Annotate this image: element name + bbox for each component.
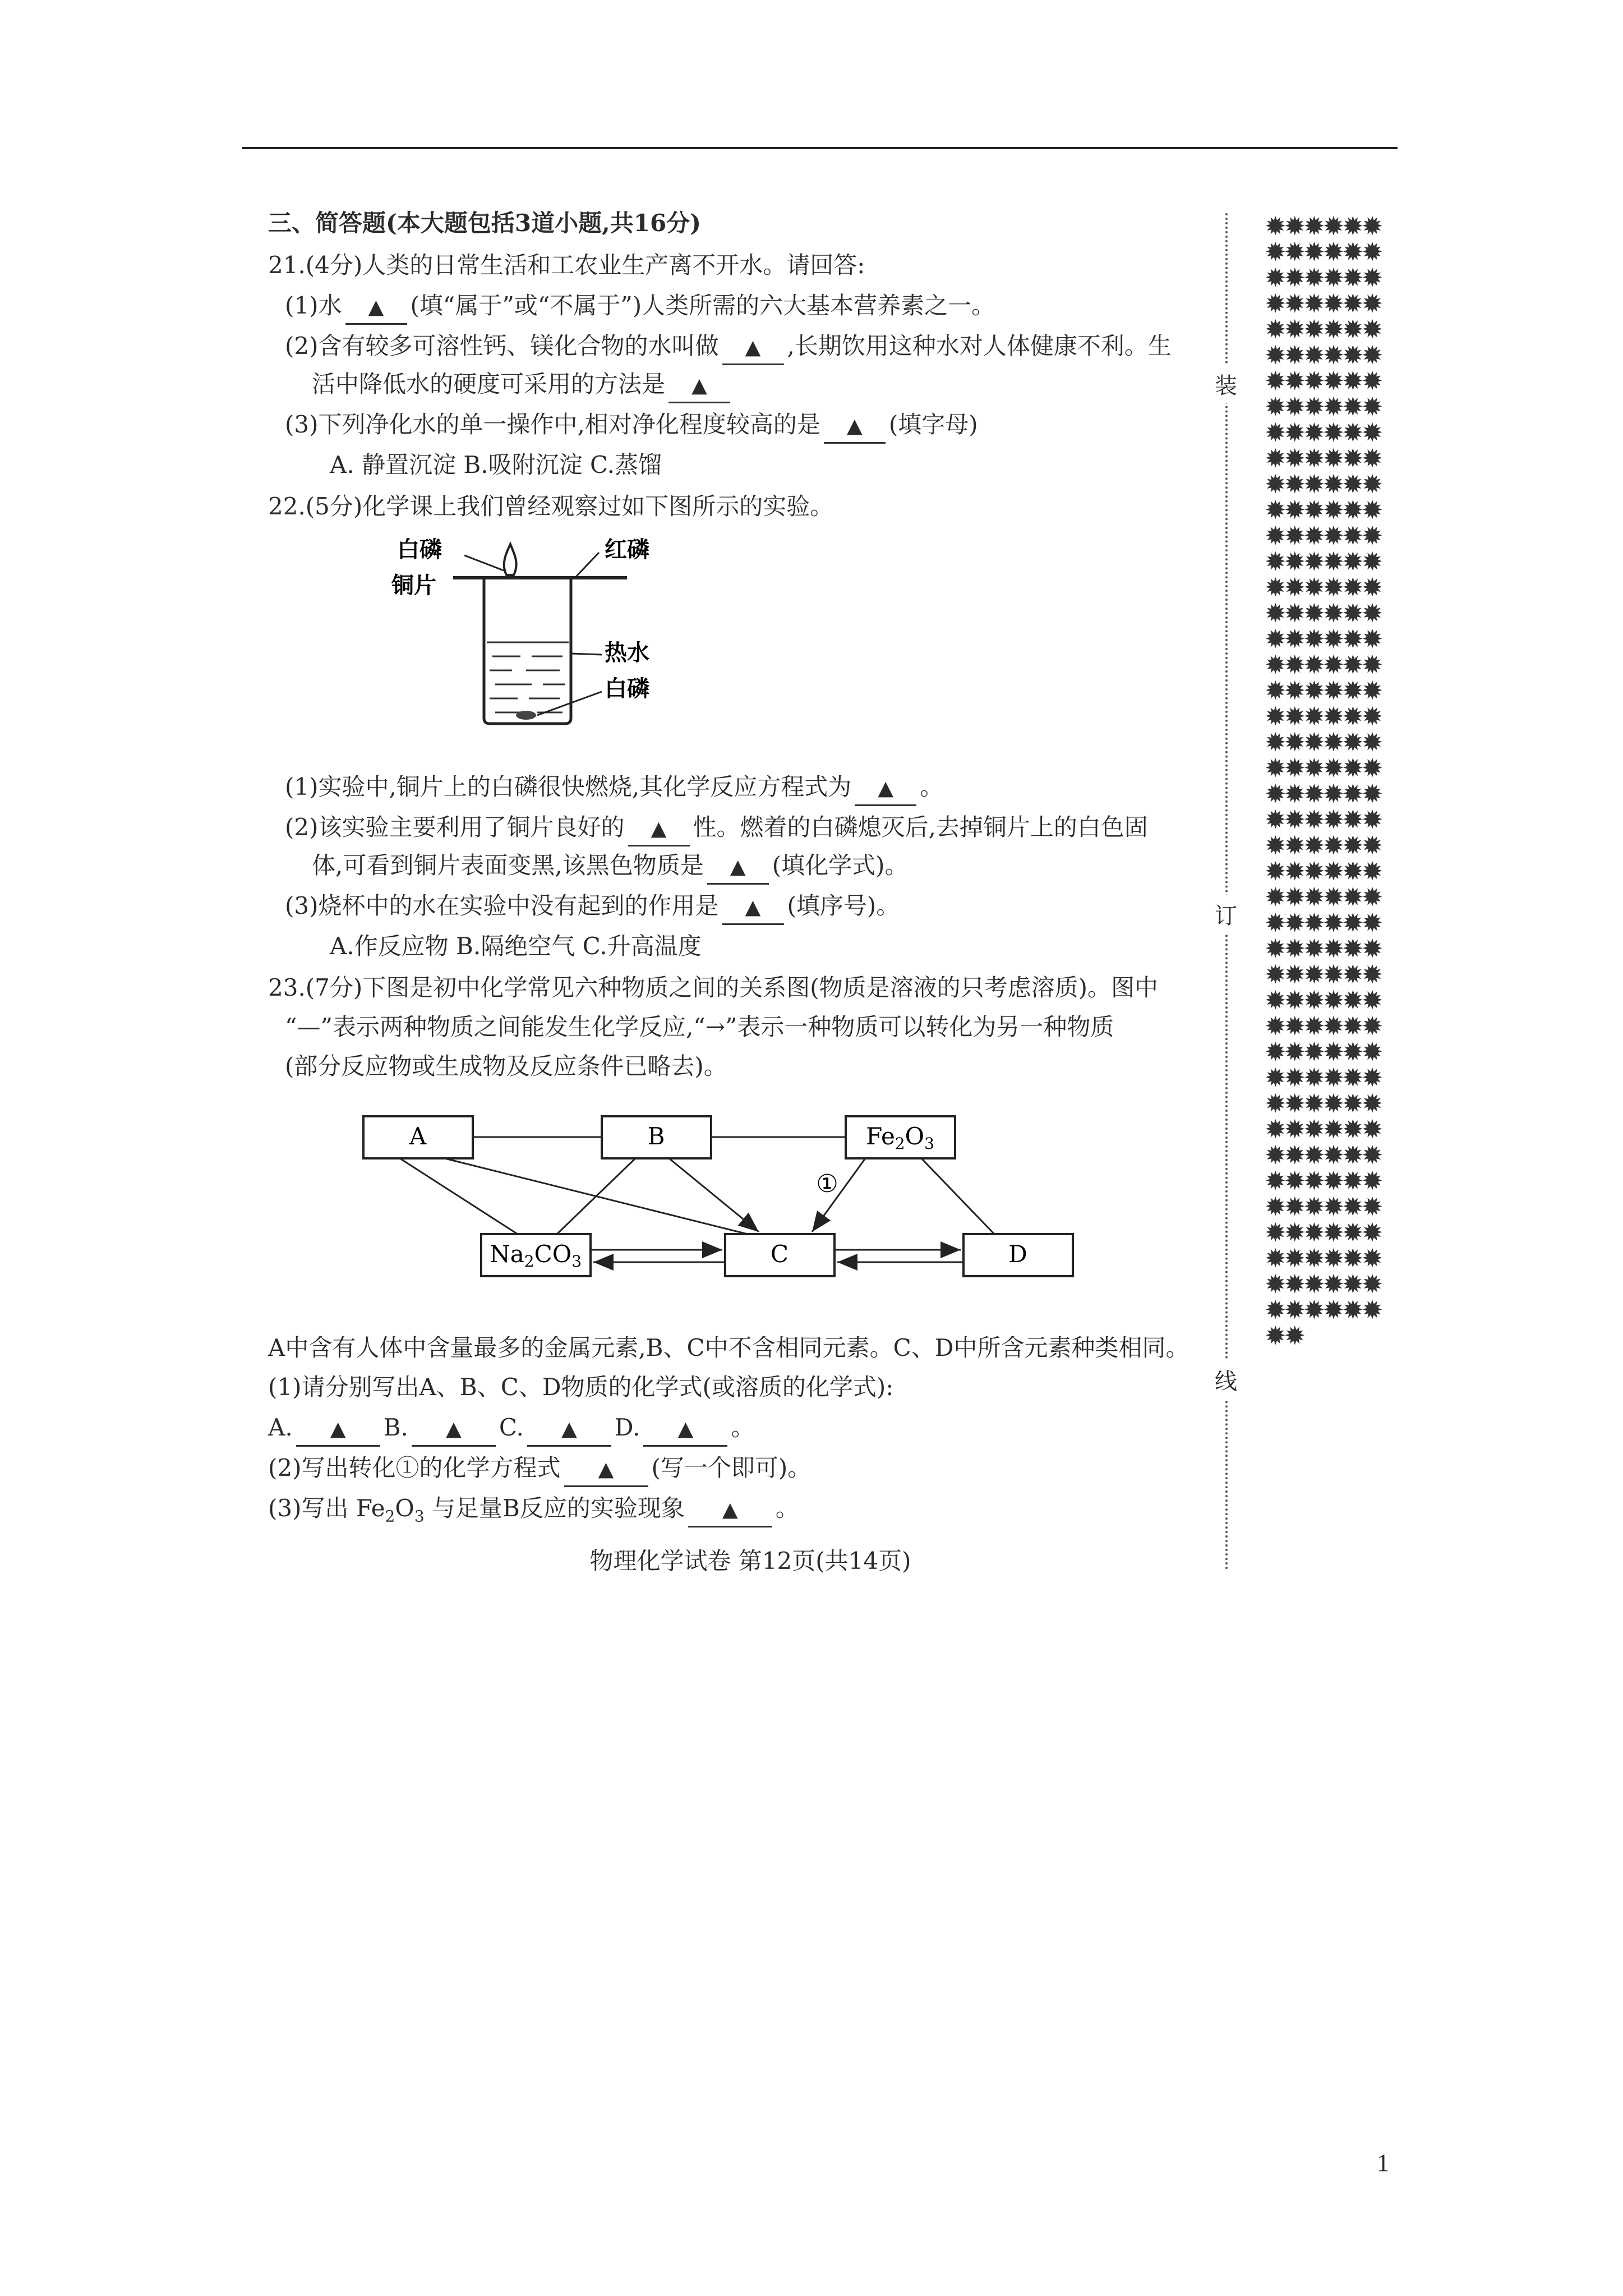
beaker [484,579,571,724]
binding-char-xian: 线 [1215,1360,1237,1399]
answer-blank[interactable]: ▲ [707,852,769,885]
substance-relationship-diagram [355,1105,1084,1313]
q23-stem-line2: “—”表示两种物质之间能发生化学反应,“→”表示一种物质可以转化为另一种物质 [285,1013,1114,1041]
q23-part1-answers: A. ▲ B. ▲ C. ▲ D. ▲ 。 [268,1412,754,1447]
edge-A-Na2CO3 [400,1158,518,1234]
white-phosphorus-in-water [516,711,536,720]
hot-water [487,642,569,712]
answer-blank[interactable]: ▲ [722,332,784,365]
q21-options: A. 静置沉淀 B.吸附沉淀 C.蒸馏 [330,451,662,478]
answer-blank[interactable]: ▲ [722,892,784,925]
answer-blank[interactable]: ▲ [345,292,407,325]
label-copper-sheet: 铜片 [391,572,436,599]
exam-page-scan [268,202,1233,1616]
flame-icon [504,544,517,575]
answer-blank[interactable]: ▲ [668,370,730,403]
node-C-label: C [770,1240,789,1268]
q22-part2: (2)该实验主要利用了铜片良好的 ▲ 性。燃着的白磷熄灭后,去掉铜片上的白色固 [285,812,1148,846]
page-number: 1 [1377,2149,1389,2177]
page-footer: 物理化学试卷 第12页(共14页) [589,1547,911,1575]
answer-blank[interactable]: ▲ [628,813,690,846]
label-red-phosphorus: 红磷 [605,536,649,563]
q23-part3: (3)写出 $Fe_2O_3$ 与足量B反应的实验现象 ▲ 。 [268,1493,799,1532]
conversion-marker-1: ① [816,1170,838,1198]
section-heading: 三、简答题(本大题包括3道小题,共16分) [268,209,702,237]
q22-options: A.作反应物 B.隔绝空气 C.升高温度 [330,932,702,960]
node-Na2CO3-label: Na2CO3 [489,1240,582,1271]
q22-stem: 22.(5分)化学课上我们曾经观察过如下图所示的实验。 [268,493,834,520]
answer-blank[interactable]: ▲ [688,1494,772,1527]
q21-part3: (3)下列净化水的单一操作中,相对净化程度较高的是 ▲ (填字母) [285,409,978,444]
binding-char-zhuang: 装 [1215,365,1237,403]
answer-blank[interactable]: ▲ [643,1414,727,1447]
q21-part2: (2)含有较多可溶性钙、镁化合物的水叫做 ▲ ,长期饮用这种水对人体健康不利。生 [285,330,1172,365]
q21-stem: 21.(4分)人类的日常生活和工农业生产离不开水。请回答: [268,251,865,279]
q21-part2-cont: 活中降低水的硬度可采用的方法是 ▲ [312,369,734,403]
node-A-label: A [409,1122,427,1150]
top-rule [242,147,1398,149]
q23-stem: 23.(7分)下图是初中化学常见六种物质之间的关系图(物质是溶液的只考虑溶质)。图中 [268,974,1159,1001]
q23-stem-line3: (部分反应物或生成物及反应条件已略去)。 [285,1052,727,1080]
edge-B-Na2CO3 [557,1158,635,1234]
q23-info: A中含有人体中含量最多的金属元素,B、C中不含相同元素。C、D中所含元素种类相同。 [268,1334,1189,1361]
q22-part1: (1)实验中,铜片上的白磷很快燃烧,其化学反应方程式为 ▲ 。 [285,771,943,806]
q23-part1: (1)请分别写出A、B、C、D物质的化学式(或溶质的化学式): [268,1373,894,1401]
node-B-label: B [647,1122,665,1150]
label-hot-water: 热水 [605,639,649,666]
q22-part3: (3)烧杯中的水在实验中没有起到的作用是 ▲ (填序号)。 [285,890,900,925]
label-white-phosphorus-bottom: 白磷 [605,675,649,702]
decorative-sun-pattern: ✹✹✹✹✹✹✹✹✹✹✹✹✹✹✹✹✹✹✹✹✹✹✹✹✹✹✹✹✹✹✹✹✹✹✹✹✹✹✹✹✹✹✹✹✹✹✹✹✹✹✹✹✹✹✹✹✹✹✹✹✹✹✹✹✹✹✹✹✹✹✹✹✹✹✹✹✹✹✹✹✹✹✹✹✹✹✹✹✹✹✹✹✹✹✹✹✹✹✹✹✹✹✹✹✹✹✹✹✹✹✹✹✹✹✹✹✹✹✹✹✹✹✹✹✹✹✹✹✹✹✹✹✹✹✹✹✹✹✹✹✹✹✹✹✹✹✹✹✹✹✹✹✹✹✹✹✹✹✹✹✹✹✹✹✹✹✹✹✹✹✹✹✹✹✹✹✹✹✹✹✹✹✹✹✹✹✹✹✹✹✹✹✹✹✹✹✹✹✹✹✹✹✹✹✹✹✹✹✹✹✹✹✹✹✹✹✹✹✹✹✹✹✹✹✹✹✹✹✹✹✹✹✹✹✹✹✹✹✹✹✹✹✹✹✹✹✹✹✹✹✹✹✹✹✹✹✹✹✹✹ [1265,213,1381,1351]
label-white-phosphorus-top: 白磷 [397,536,442,563]
answer-blank[interactable]: ▲ [564,1454,648,1487]
answer-blank[interactable]: ▲ [824,411,886,444]
node-Fe2O3-label: Fe2O3 [866,1122,934,1153]
q21-part1: (1)水 ▲ (填“属于”或“不属于”)人类所需的六大基本营养素之一。 [285,290,995,325]
edge-Fe2O3-D [921,1158,994,1234]
answer-blank[interactable]: ▲ [412,1414,496,1447]
q22-part2-cont: 体,可看到铜片表面变黑,该黑色物质是 ▲ (填化学式)。 [312,850,908,885]
answer-blank[interactable]: ▲ [527,1414,611,1447]
answer-blank[interactable]: ▲ [855,773,916,806]
node-D-label: D [1008,1240,1027,1268]
q23-part2: (2)写出转化①的化学方程式 ▲ (写一个即可)。 [268,1452,811,1487]
answer-blank[interactable]: ▲ [296,1414,380,1447]
binding-char-ding: 订 [1215,895,1237,933]
arrow-B-to-C [669,1158,759,1232]
